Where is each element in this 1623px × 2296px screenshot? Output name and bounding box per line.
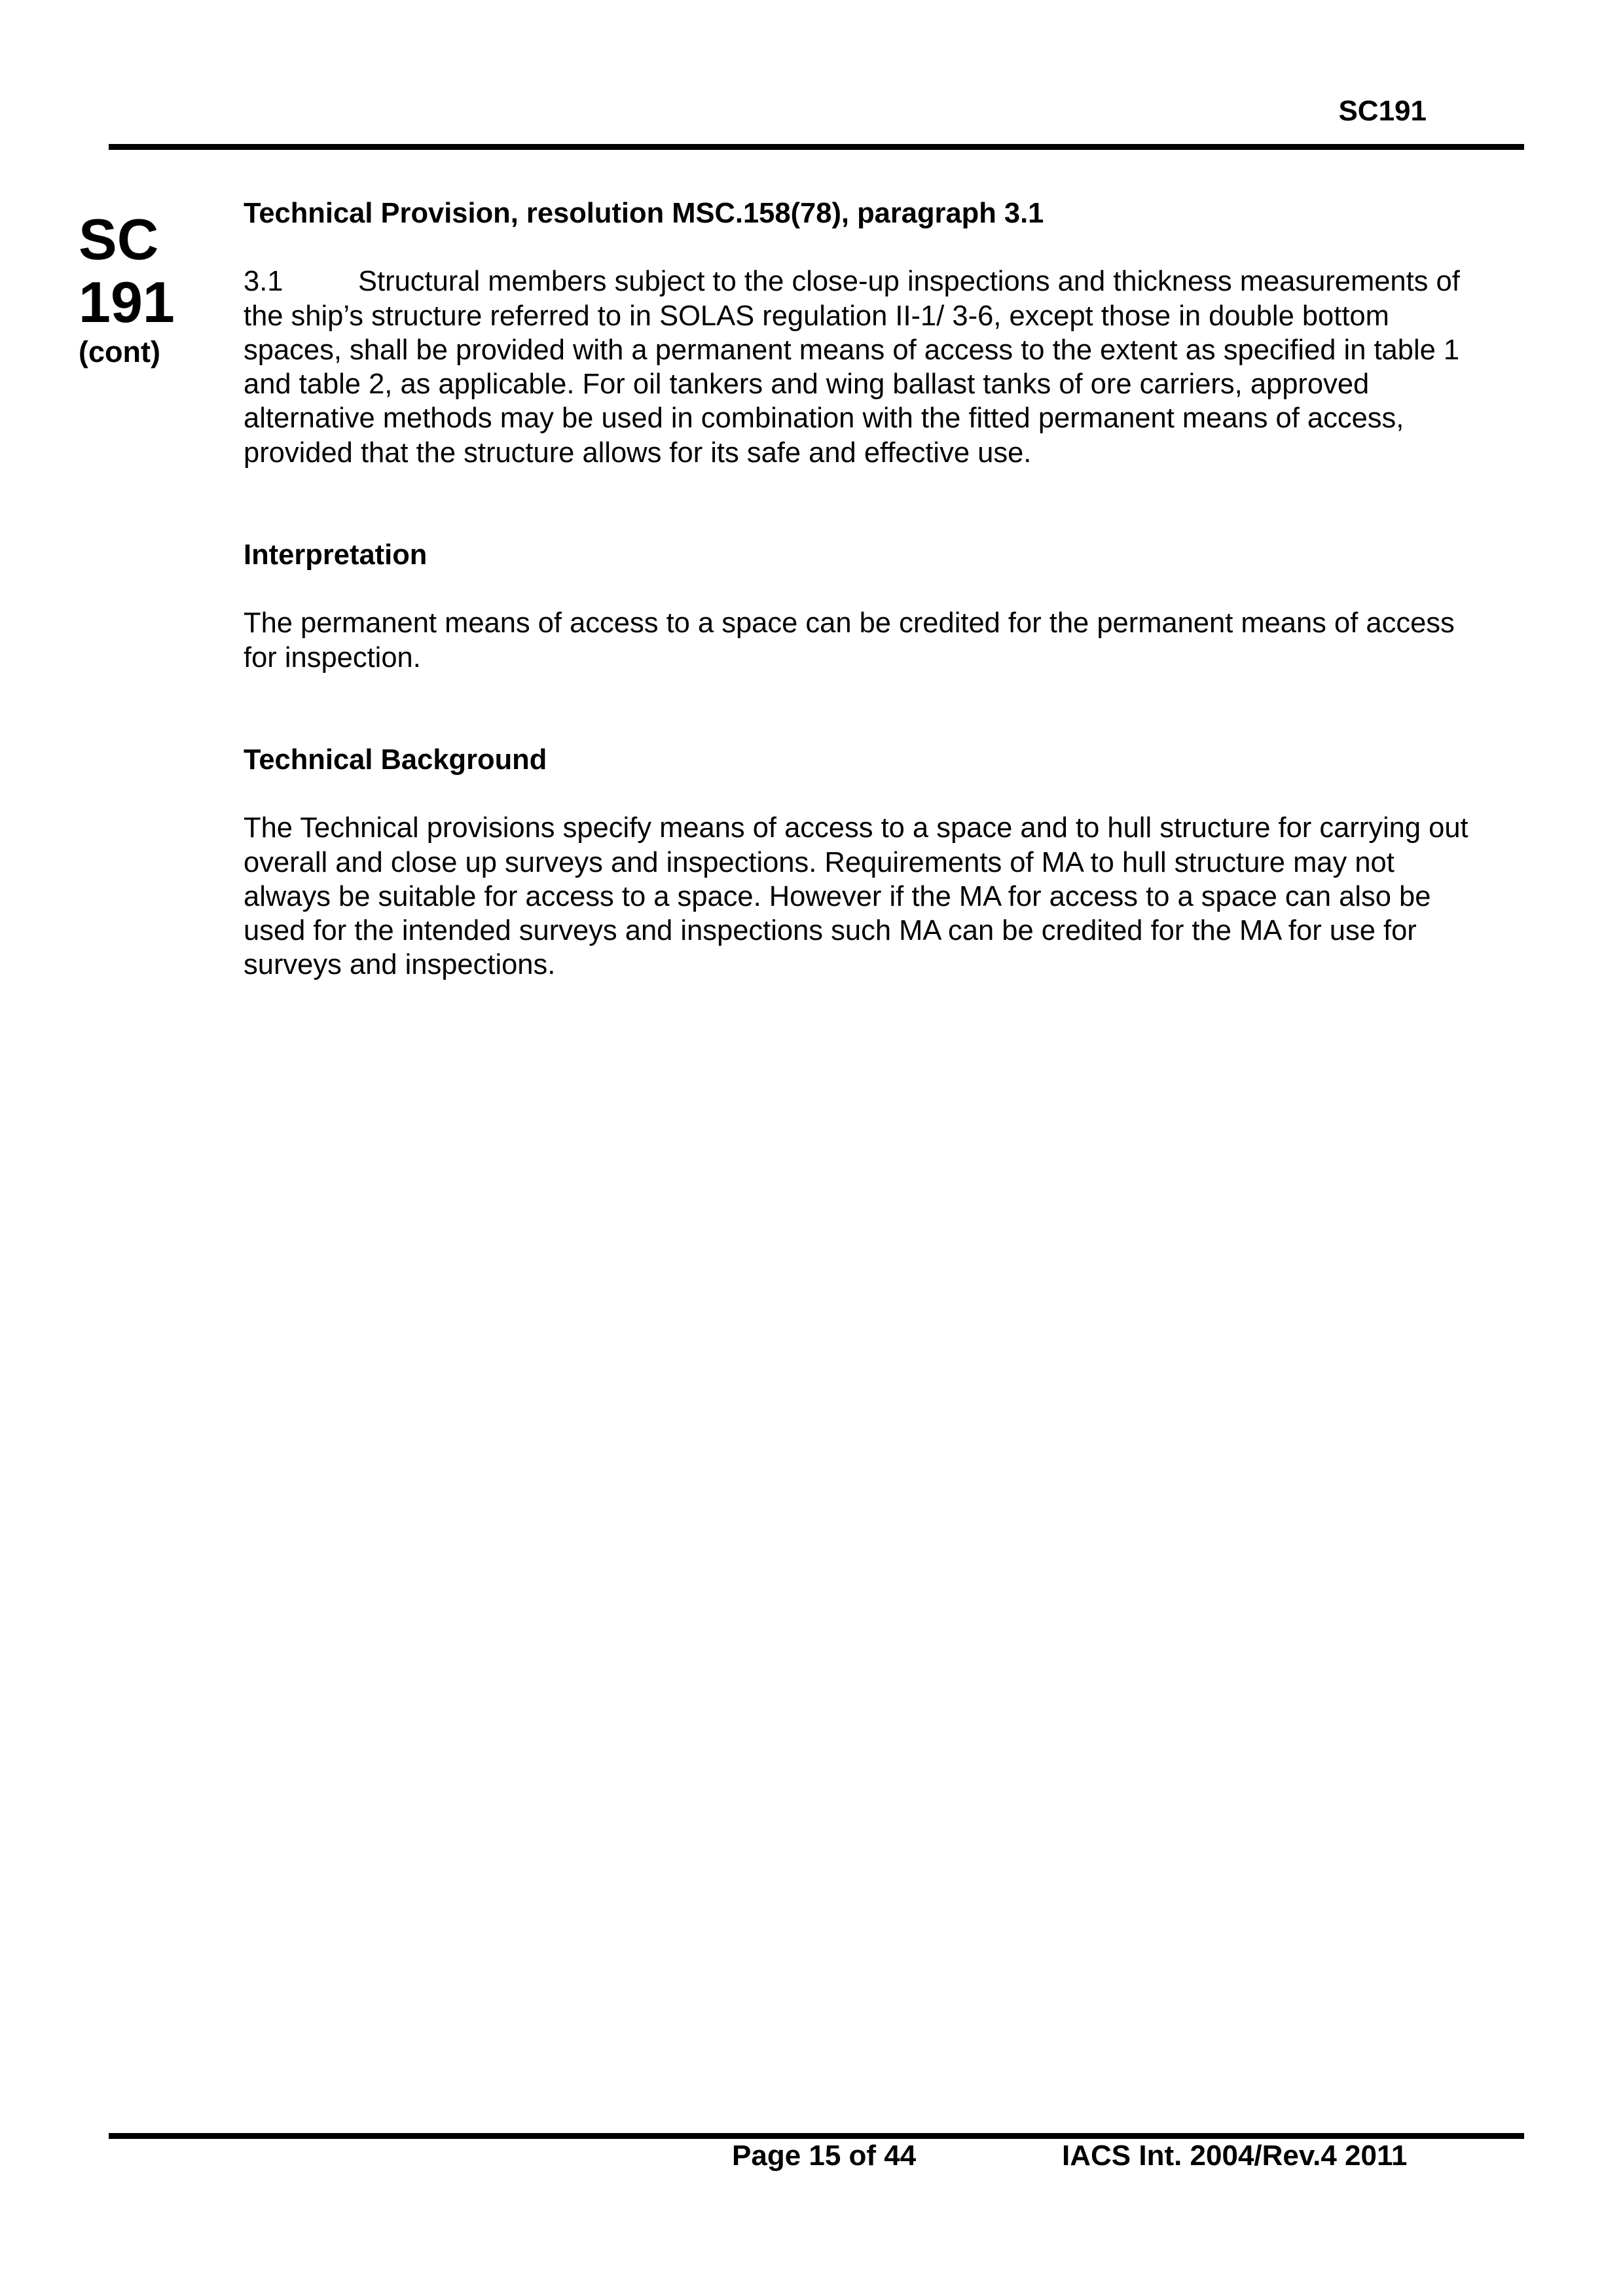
footer-rule — [109, 2133, 1524, 2139]
spacer — [244, 572, 1474, 606]
footer-page-number: Page 15 of 44 — [732, 2140, 917, 2172]
section-heading-background: Technical Background — [244, 744, 547, 776]
spacer — [244, 777, 1474, 811]
side-identifier-prefix: SC — [79, 207, 159, 272]
header-rule — [109, 144, 1524, 150]
paragraph-text: Structural members subject to the close-up inspections and thickness measurements of the ship’s structure referred to in SOLAS regulation II-1/ 3-6, except those in double bottom spaces, shall be provided with a permanent means of access to the extent as specified in table 1 and table 2, as applicable. For oil tankers and wing ballast tanks of ore carriers, approved alternative methods may be used in combination with the fitted permanent means of access, provided that the structure allows for its safe and effective use. — [244, 266, 1460, 469]
main-content — [244, 196, 1474, 982]
provision-paragraph — [244, 264, 1474, 470]
side-identifier-cont: (cont) — [79, 335, 160, 368]
header-document-code: SC191 — [1338, 95, 1427, 127]
spacer — [244, 675, 1474, 743]
paragraph-number: 3.1 — [244, 266, 283, 298]
section-technical-background — [244, 743, 1474, 982]
footer-document-reference: IACS Int. 2004/Rev.4 2011 — [1062, 2140, 1408, 2172]
spacer — [244, 470, 1474, 538]
background-text: The Technical provisions specify means of access to a space and to hull structure for carrying out overall and close up surveys and inspections. Requirements of MA to hull structure may not always be suitable for access to a space. However if the MA for access to a space can also be used for the intended surveys and inspections such MA can be credited for the MA for use for surveys and inspections. — [244, 812, 1468, 981]
spacer — [244, 230, 1474, 264]
side-identifier-number: 191 — [79, 270, 175, 334]
interpretation-text: The permanent means of access to a space can be credited for the permanent means of access for inspection. — [244, 607, 1455, 673]
section-interpretation — [244, 538, 1474, 675]
side-identifier — [79, 208, 175, 370]
section-heading-provision: Technical Provision, resolution MSC.158(78), paragraph 3.1 — [244, 198, 1044, 229]
section-heading-interpretation: Interpretation — [244, 539, 428, 571]
section-technical-provision — [244, 196, 1474, 470]
